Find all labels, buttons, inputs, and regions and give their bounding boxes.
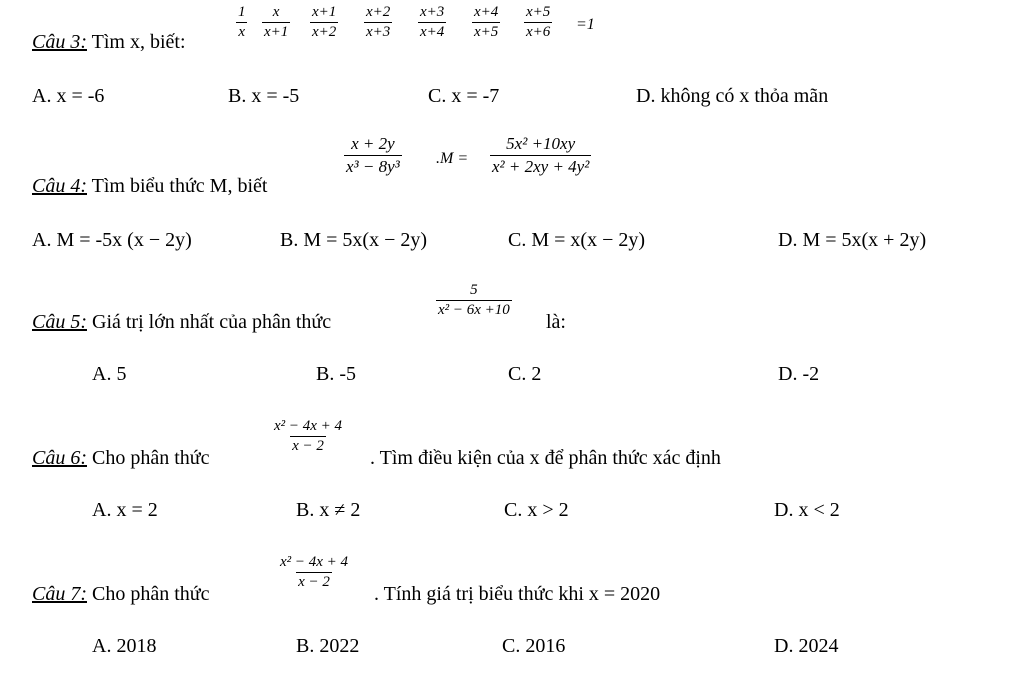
q4-left-fraction: $\frac{x + 2y}{\text{x³ − 8y³}}$ [346,134,400,176]
q7-text: Cho phân thức [87,583,210,605]
q3-frac-7: $\frac{x+5}{x+6}$ [526,4,551,40]
q7-option-d[interactable]: D. 2024 [774,635,839,657]
q7-fraction: $\frac{\text{x² − 4x + 4}}{x - 2}$ [280,554,349,590]
q3-equals: =1 [576,16,595,33]
q5-option-d[interactable]: D. -2 [778,363,820,385]
q7-label: Câu 7: [32,583,87,605]
q4-stem [32,174,267,198]
q5-option-a[interactable]: A. 5 [92,363,127,385]
q3-frac-5: $\frac{x+3}{x+4}$ [420,4,445,40]
q5-label: Câu 5: [32,311,87,333]
q6-after: . Tìm điều kiện của x để phân thức xác định [370,447,721,469]
q3-stem [32,30,186,54]
q5-after: là: [546,311,566,333]
q5-stem [32,310,331,334]
q4-mid: .M = [436,150,469,167]
q3-frac-1: $\frac{1}{x}$ [238,4,246,40]
q4-right-fraction: $\frac{\text{5x² +10xy}}{\text{x² + 2xy + 4y²}}$ [492,134,590,176]
q4-option-a[interactable]: A. M = -5x (x − 2y) [32,229,192,251]
q6-label: Câu 6: [32,447,87,469]
q7-option-c[interactable]: C. 2016 [502,635,566,657]
q4-label: Câu 4: [32,175,87,197]
q3-frac-2: $\frac{x}{x+1}$ [264,4,289,40]
q6-fraction: $\frac{\text{x² − 4x + 4}}{x - 2}$ [274,418,343,454]
q6-option-d[interactable]: D. x < 2 [774,499,840,521]
q3-label: Câu 3: [32,31,87,53]
q6-option-a[interactable]: A. x = 2 [92,499,158,521]
q5-option-b[interactable]: B. -5 [316,363,356,385]
q5-option-c[interactable]: C. 2 [508,363,542,385]
q6-text: Cho phân thức [87,447,210,469]
q3-text: Tìm x, biết: [87,31,186,53]
q6-option-b[interactable]: B. x ≠ 2 [296,499,361,521]
q3-frac-4: $\frac{x+2}{x+3}$ [366,4,391,40]
q7-stem [32,582,210,606]
q6-stem [32,446,210,470]
q5-text: Giá trị lớn nhất của phân thức [87,311,332,333]
q3-option-b[interactable]: B. x = -5 [228,85,300,107]
q7-option-b[interactable]: B. 2022 [296,635,360,657]
q4-option-c[interactable]: C. M = x(x − 2y) [508,229,646,251]
q5-fraction: $\frac{5}{\text{x² − 6x +10}}$ [438,282,510,318]
q4-text: Tìm biểu thức M, biết [87,175,268,197]
q3-option-c[interactable]: C. x = -7 [428,85,500,107]
q7-after: . Tính giá trị biểu thức khi x = 2020 [374,583,661,605]
q3-frac-6: $\frac{x+4}{x+5}$ [474,4,499,40]
q6-option-c[interactable]: C. x > 2 [504,499,569,521]
q3-frac-3: $\frac{x+1}{x+2}$ [312,4,337,40]
q4-option-d[interactable]: D. M = 5x(x + 2y) [778,229,927,251]
q3-option-a[interactable]: A. x = -6 [32,85,105,107]
q3-option-d[interactable]: D. không có x thỏa mãn [636,85,829,107]
q7-option-a[interactable]: A. 2018 [92,635,157,657]
q4-option-b[interactable]: B. M = 5x(x − 2y) [280,229,428,251]
